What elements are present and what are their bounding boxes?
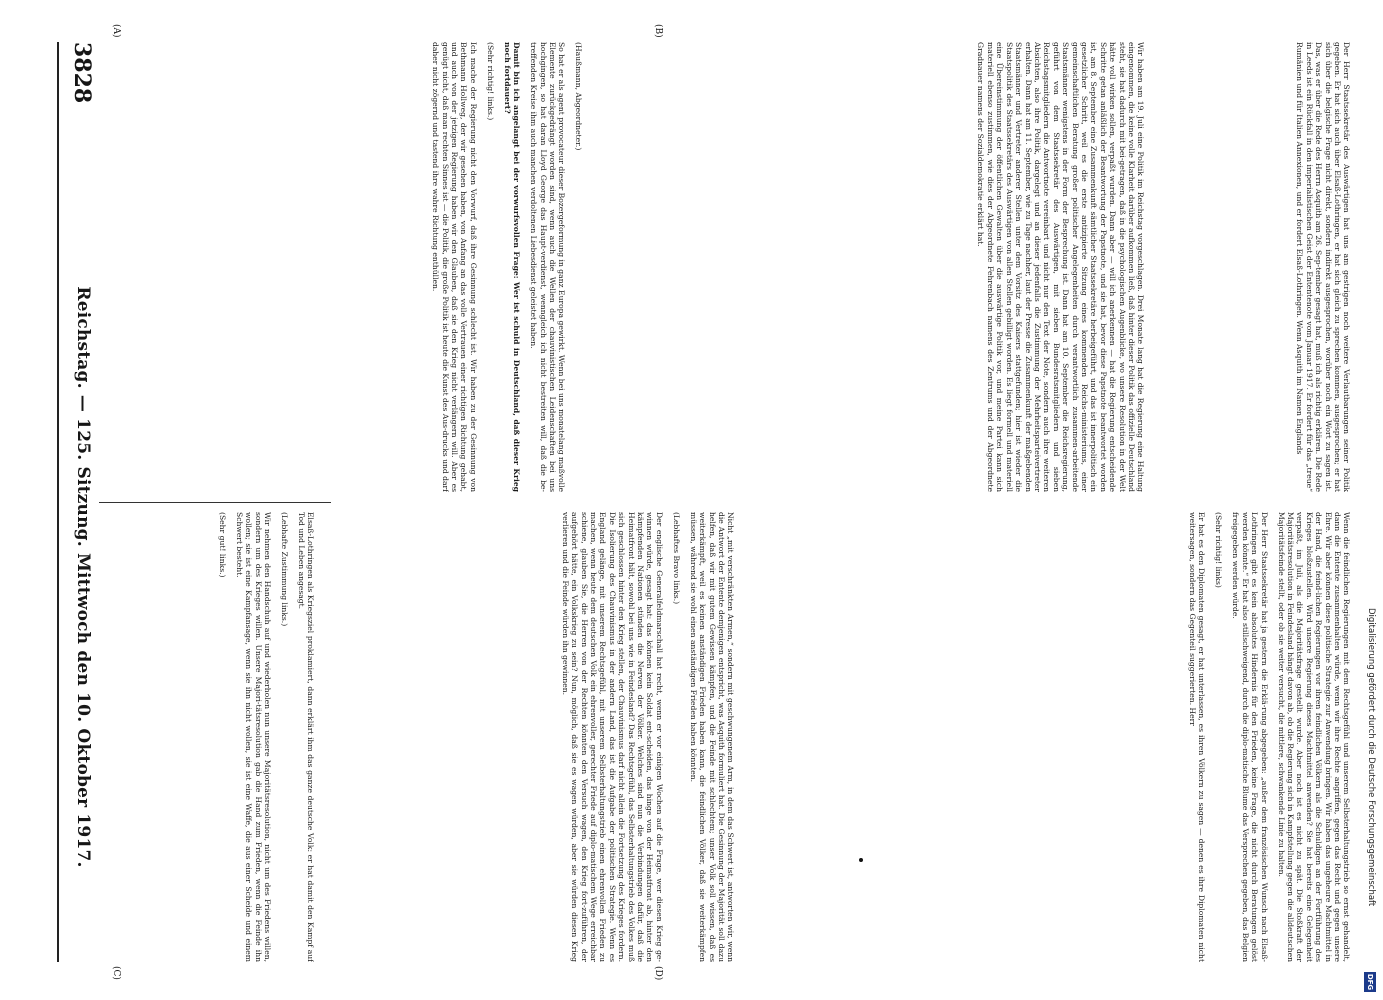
dfg-logo: DFG <box>1366 973 1374 991</box>
margin-marker-c: (C) <box>111 966 121 980</box>
right-paragraph-4: Der englische Generalfeldmarschall hat recht, wenn er vor einigen Wochen auf die Frage, wer diesen Krieg ge-winnen würde, gesagt hat: das können kein Soldat ent-scheiden, das hinge von der Heimatfront ab, hinter den kämpfenden Nationen stünden die Nerven der Völker. Welches sind nun die Verbindungen dafür, daß die Heimatfront hält, sowohl bei uns wie in Feindesland? Das Rechtsgefühl, das Selbsterhaltungstrieb des Volkes muß sich geschlossen hinter den Krieg stellen, der Chauvinismus darf nicht allein die Fortsetzung des Krieges fordern. Die Isolierung des Chauvinismus in der andern Land, das ist die Aufgabe der politischen Strategie. Wenn es England gelänge, mit unserem Rechtsgefühl, mit unserem Selbsterhaltungstrieb einen ehrenvollen Frieden zu machen, wenn heute dem deutschen Volk ein ehrenvoller, gerechter Friede auf diplo-matischem Wege erreichbar schiene, glauben Sie, die Herren von der Rechten könnten den Versuch wagen, den Krieg fort-zuführen, der aufgehört hätte, ein Volkskrieg zu sein? Nun, möglich, daß sie es wagen würden, aber sie würden diesen Krieg verlieren und die Feinde würden ihn gewinnen. <box>560 512 664 962</box>
right-column-continued <box>325 512 743 962</box>
interjection: (Sehr richtig! links) <box>1214 512 1224 588</box>
left-paragraph-2: Damit bin ich angelangt bei der vorwurfsvollen Frage: Wer ist schuld in Deutschland, daß dieser Krieg noch fortdauert? <box>502 42 522 492</box>
right-paragraph-2: Wir nehmen den Handschuh auf und wiederholen nun unsere Majoritätsresolution, nicht um des Friedens willen, sondern um des Krieges willen. Unsere Majori-tätsresolution gab die Hand zum Frieden, wenn die Feinde ihn wollen; sie ist eine Kampfansage, wenn sie ihn nicht wollen, sie ist eine Waffe, die aus einer Scheide und einem Schwert besteht. <box>234 512 272 962</box>
left-column-end <box>1155 42 1359 492</box>
right-paragraph-7: Er hat es den Diplomaten gesagt, er hat unterlassen, es ihren Völkern zu sagen — denen es ihre Diplomaten nicht weitersagen, sondern das Gegenteil suggerierten. Herr <box>1187 512 1207 962</box>
margin-marker-d: (D) <box>653 966 663 981</box>
interjection: (Lebhafte Zustimmung links.) <box>280 512 289 627</box>
left-paragraph-1: So hat er als agent provocateur dieser Bozergeformung in ganz Europa gewirkt. Wenn bei uns monatelang maßvolle Elemente zurückgedrängt worden sind, wenn auch die Wellen der chauvinistischen Leidenschaften bei uns hochgingen, so hat daran Lloyd George das Haupt-verdienst, wenngleich ich nicht bestreiten will, daß die be-treffenden Kreise ihm auch manchen verdoltenen Liebesdienst geleistet haben. <box>529 42 567 492</box>
interjection: (Sehr richtig! links.) <box>485 42 495 121</box>
right-column-end <box>745 512 1359 962</box>
left-column <box>101 42 591 492</box>
right-column <box>101 512 323 962</box>
page-header <box>57 42 99 962</box>
right-paragraph-6: Der Herr Staatssekretär hat ja gestern die Erklä-rung abgegeben: „außer dem französischen Wunsch nach Elsaß-Lothringen gibt es kein absolutes Hindernis für den Frieden, keine Frage, die nicht durch Beratungen gelöst werden könnte.“ Er hat also stillschweigend, durch die diplo-matische Blume das Versprechen gegeben, das Belgien freigegeben werden würde. <box>1231 512 1269 962</box>
right-paragraph-3: Nicht „mit verschränkten Armen,“ sondern mit geschwungenem Arm, in dem das Schwert ist, antworten wir, wenn die Antwort der Entente demjenigen entspricht, was Asquith formuliert hat. Die Gesinnung der Majorität soll dazu helfen, daß wir mit gutem Gewissen kämpfen, und die Feinde mit schlechtem; unser Volk soll wissen, daß es weiterkämpft, weil es keinen anständigen Frieden haben kann, die feindlichen Völker, daß sie weiterkämpfen müssen, während sie wohl einen anständigen Frieden haben könnten. <box>688 512 736 962</box>
column-divider <box>99 502 331 503</box>
margin-marker-b: (B) <box>653 24 663 38</box>
speaker-name: (Haußmann, Abgeordneter.) <box>574 42 584 151</box>
digitization-credit <box>1362 0 1376 1000</box>
margin-marker-a: (A) <box>111 24 121 38</box>
interjection: (Lebhaftes Bravo links.) <box>671 512 681 605</box>
left-paragraph-4: Wir haben am 19. Juli eine Politik im Reichstag vorgeschlagen. Drei Monate lang hat die Regierung eine Haltung eingenommen, die keine volle Klarheit darüber aufkommen ließ, daß hinter dieser Politik das offizielle Deutschland steht, sie hat dadurch mit bei-getragen, daß in die psychologischen Augenblicke, wo unsere Resolution in der Welt hätte voll wirken sollen, verpaßt wurden. Dann aber — will ich anerkennen — hat die Regierung entscheidende Schritte getan anläßlich der Beantwortung der Papstnote, und sie hat, bevor diese Papstnote beantwortet worden ist, am 8. September eine Zusammenkunft sämtlicher Staatssekretäre herbeigeführt, und das ist innerpolitisch ein gesetzlicher Schritt, weil es die erste antizipierte Sitzung eines kommenden Reichs-ministeriums, einer gemeinschaftlichen Beratung großer politischer Angelegenheiten durch verantwortlich zusammen-arbeitende Staatsmänner wenigstens in der Form der Besprechung ist. Dann hat am 10. September die Reichsregierung, geführt von dem Staatssekretär des Auswärtigen, mit sieben Bundesratsmitgliedern und sieben Reichstagsmitgliedern die Antwortnote vereinbart und nicht nur den Text der Note, sondern auch ihre weiteren Absichten, also ihre Politik, dargelegt und an dieser jedenfalls die Zustimmung der Mehrheitsparteivertreter erhalten. Dann hat am 11. September, wie zu Tage nachher, laut der Presse die Zusammenkunft der maßgebenden Staatsmänner und Vertreter anderer Stellen unter dem Vorsitz des Kaisers stattgefunden; hier ist wieder die Staatspolitik des Staatssekretärs des Auswärtigen von allen Stellen gebilligt worden. Es liegt formell und materiell eine Übereinstimmung der öffentlichen Gewalten über die auswärtige Politik vor, und meine Partei kann sich materiell ebenso zustimmen, wie dies der Abgeordnete Fehrenbach namens des Zentrums und der Abgeordnete Gradnauer namens der Sozialdemokratie erklärt hat. <box>976 42 1146 492</box>
right-paragraph-5: Wenn die feindlichen Regierungen mit dem Rechtsgefühl und unserem Selbsterhaltungstrieb so ernst gehandelt, dann die Entente zusammenhalten würde, wenn wir ihre Rechte angriffen, gegen das Recht und gegen unsere Ehre. Wir aber können diese politische Strategie zur Anwendung bringen. Wir haben das ungeheure Machtmittel in der Hand, die feind-lichen Regierungen vor ihren feindlichen Völkern als die Schuldigen an der Fortführung des Krieges bloßzustellen. Wird unsere Regierung dieses Machtmittel anwenden? Sie hat bereits eine Gelegenheit verpaßt, im Juli, als die Majoritätsfrage gestellt wurde. Aber noch ist es nicht zu spät. Die Stoßkraft der Majoritätsresolution in Feindesland hängt davon ab, ob die Regierung sich in Kampfstellung gegen die alldeutschen Majoritätsfeinde stellt, oder ob sie weiter versucht, die mittlere, schwankende Linie zu halten. <box>1276 512 1352 962</box>
ink-dot <box>859 858 863 862</box>
left-column-continued <box>593 42 1153 492</box>
left-paragraph-3: Ich mache der Regierung nicht den Vorwurf, daß ihre Gesinnung schlecht ist. Wir haben zu der Gesinnung von Bethmann Hollweg, der wir gesehen haben, von Anfang an das volle Vertrauen einer richtigen Richtung gehabt, und auch von der jetzigen Regierung haben wir den Glauben, daß sie den Krieg nicht verlängern will. Aber es genügt nicht, daß man rechten Sinnes ist — die Politik, die große Politik ist heute die Kunst des Aus-drucks und darf daher nicht zögernd und tastend ihre wahre Richtung enthüllen. <box>431 42 478 492</box>
left-paragraph-5: Der Herr Staatssekretär des Auswärtigen hat uns am gestrigen noch weitere Verlautbarungen seiner Politik gegeben. Er hat sich auch über Elsaß-Lothringen, er hat sich gleich zu sprechen kommen, ausgesprochen; er hat sich über die belgische Frage nicht direkt, sondern indirekt ausgesprochen, worüber noch ein Wort zu sagen ist. Das, was er über die Rede des Herrn Asquith am 26. Sep-tember gesagt hat, muß ich als richtig erklären. Die Rede in Leeds ist ein Rückfall in den imperialistischen Geist der Ententenote vom Januar 1917. Er fordert für das „treue“ Rumänien und für Italien Annexionen, und er fordert Elsaß-Lothringen. Wenn Asquith im Namen Englands <box>1295 42 1352 492</box>
credit-text: Digitalisierung gefördert durch die Deutsche Forschungsgemeinschaft <box>1366 608 1376 907</box>
page-title: Reichstag. — 125. Sitzung. Mittwoch den 10. Oktober 1917. <box>73 286 93 868</box>
interjection: (Sehr gut! links.) <box>217 512 227 578</box>
right-paragraph-1: Elsaß-Lothringen als Kriegsziel proklamiert, dann erklärt ihm das ganze deutsche Volk: er hat damit den Kampf auf Tod und Leben angesagt. <box>297 512 316 962</box>
page-number: 3828 <box>69 42 95 104</box>
